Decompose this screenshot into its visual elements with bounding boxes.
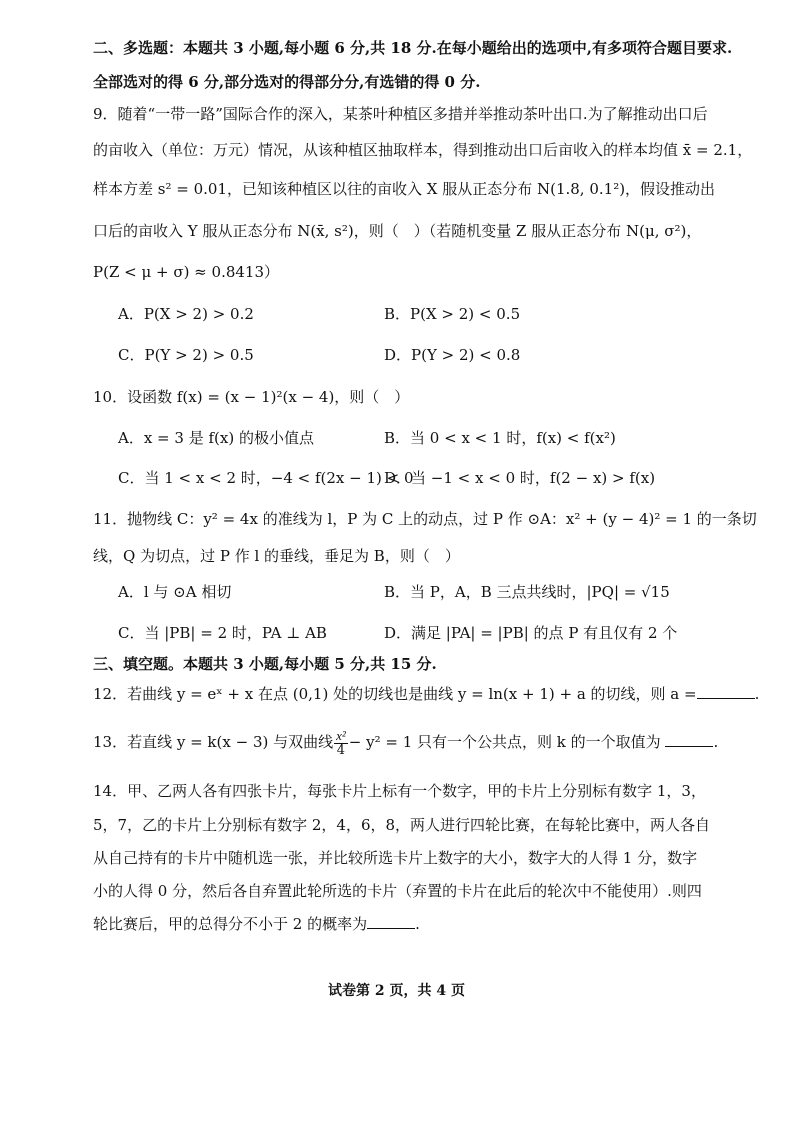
q9-option-b: B．P(X > 2) < 0.5 bbox=[384, 305, 521, 323]
q12-answer-blank bbox=[697, 684, 755, 699]
q14-end: . bbox=[415, 915, 420, 933]
q12-text: 12．若曲线 y = eˣ + x 在点 (0,1) 处的切线也是曲线 y = ln(x + 1) + a 的切线，则 a = bbox=[93, 685, 697, 703]
q14-line5-text: 轮比赛后，甲的总得分不小于 2 的概率为 bbox=[93, 915, 368, 933]
q14-line3: 从自己持有的卡片中随机选一张，并比较所选卡片上数字的大小，数字大的人得 1 分，数字 bbox=[93, 849, 698, 867]
section2-header-line2: 全部选对的得 6 分,部分选对的得部分分,有选错的得 0 分. bbox=[93, 73, 481, 91]
q9-line3: 样本方差 s² = 0.01，已知该种植区以往的亩收入 X 服从正态分布 N(1.8, 0.1²)，假设推动出 bbox=[93, 180, 716, 198]
q9-line4: 口后的亩收入 Y 服从正态分布 N(x̄, s²)，则（ ）（若随机变量 Z 服从正态分布 N(μ, σ²)， bbox=[93, 222, 702, 240]
q9-option-c: C．P(Y > 2) > 0.5 bbox=[118, 346, 254, 364]
q14-line2: 5，7，乙的卡片上分别标有数字 2，4，6，8，两人进行四轮比赛，在每轮比赛中，两人各自 bbox=[93, 816, 711, 834]
q13-text-after: − y² = 1 只有一个公共点，则 k 的一个取值为 bbox=[348, 733, 661, 751]
q11-option-b: B．当 P，A，B 三点共线时，|PQ| = √15 bbox=[384, 583, 670, 601]
q13-frac-numerator: x² bbox=[336, 727, 346, 743]
q13-text-before: 13．若直线 y = k(x − 3) 与双曲线 bbox=[93, 733, 334, 751]
q10-option-d: D．当 −1 < x < 0 时，f(2 − x) > f(x) bbox=[384, 469, 656, 487]
q13-frac-denominator: 4 bbox=[336, 742, 346, 758]
q14-line5 bbox=[93, 913, 733, 935]
page-footer: 试卷第 2 页，共 4 页 bbox=[328, 983, 465, 999]
q11-line1: 11．抛物线 C：y² = 4x 的准线为 l，P 为 C 上的动点，过 P 作 ⊙A：x² + (y − 4)² = 1 的一条切 bbox=[93, 510, 757, 528]
q11-line2: 线，Q 为切点，过 P 作 l 的垂线，垂足为 B，则（ ） bbox=[93, 547, 460, 565]
q14-line4: 小的人得 0 分，然后各自弃置此轮所选的卡片（弃置的卡片在此后的轮次中不能使用）.则四 bbox=[93, 882, 702, 900]
q11-option-d: D．满足 |PA| = |PB| 的点 P 有且仅有 2 个 bbox=[384, 624, 678, 642]
q11-option-c: C．当 |PB| = 2 时，PA ⊥ AB bbox=[118, 624, 327, 642]
q9-line2: 的亩收入（单位：万元）情况，从该种植区抽取样本，得到推动出口后亩收入的样本均值 x̄ = 2.1， bbox=[93, 141, 753, 159]
q14-line1: 14．甲、乙两人各有四张卡片，每张卡片上标有一个数字，甲的卡片上分别标有数字 1，3， bbox=[93, 782, 706, 800]
q12-end: . bbox=[754, 685, 760, 703]
q13 bbox=[93, 725, 733, 759]
q13-answer-blank bbox=[665, 732, 713, 747]
q10-stem: 10．设函数 f(x) = (x − 1)²(x − 4)，则（ ） bbox=[93, 388, 410, 406]
q11-option-a: A．l 与 ⊙A 相切 bbox=[118, 583, 232, 601]
section3-header: 三、填空题。本题共 3 小题,每小题 5 分,共 15 分. bbox=[93, 655, 437, 673]
q9-line1: 9．随着“一带一路”国际合作的深入，某茶叶种植区多措并举推动茶叶出口.为了解推动出口后 bbox=[93, 105, 708, 123]
q10-option-a: A．x = 3 是 f(x) 的极小值点 bbox=[118, 429, 314, 447]
q9-option-d: D．P(Y > 2) < 0.8 bbox=[384, 346, 521, 364]
q10-option-b: B．当 0 < x < 1 时，f(x) < f(x²) bbox=[384, 429, 616, 447]
q13-end: . bbox=[713, 733, 719, 751]
q9-option-a: A．P(X > 2) > 0.2 bbox=[118, 305, 254, 323]
q9-line5: P(Z < μ + σ) ≈ 0.8413） bbox=[93, 263, 280, 281]
q10-option-c: C．当 1 < x < 2 时，−4 < f(2x − 1) < 0 bbox=[118, 469, 414, 487]
q12 bbox=[93, 683, 760, 705]
q14-answer-blank bbox=[367, 914, 415, 929]
section2-header-line1: 二、多选题：本题共 3 小题,每小题 6 分,共 18 分.在每小题给出的选项中,有多项符合题目要求. bbox=[93, 39, 733, 57]
q13-fraction bbox=[334, 729, 348, 758]
